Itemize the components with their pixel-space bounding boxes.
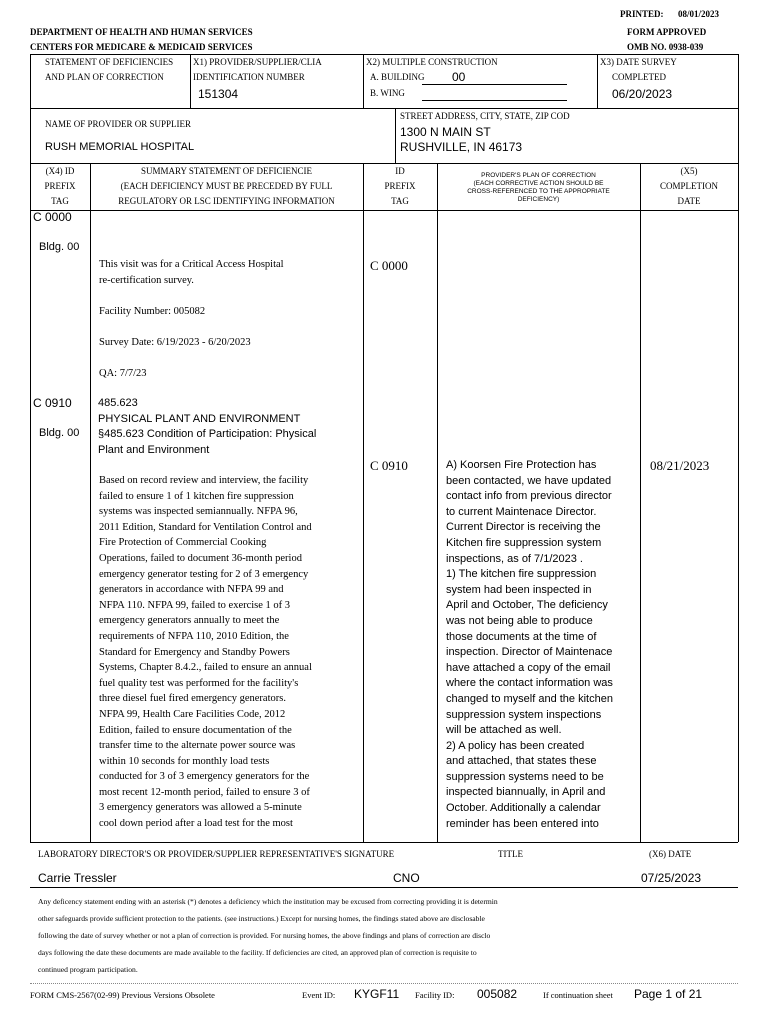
x6-date-label: (X6) DATE (649, 849, 692, 859)
correction-line: inspections, as of 7/1/2023 . (446, 552, 583, 565)
finding-line: requirements of NFPA 110, 2010 Edition, the (99, 630, 289, 642)
finding-line: Systems, Chapter 8.4.2., failed to ensure an annual (99, 662, 312, 674)
printed-label: PRINTED: (620, 9, 664, 19)
regulation-line: §485.623 Condition of Participation: Physical (98, 428, 317, 441)
correction-line: suppression system inspections (446, 708, 602, 721)
correction-line: changed to myself and the kitchen (446, 692, 613, 705)
completion-label: COMPLETION (660, 181, 718, 191)
correction-line: where the contact information was (446, 677, 613, 690)
finding-line: NFPA 99, Health Care Facilities Code, 2012 (99, 708, 286, 720)
survey-completed-date: 06/20/2023 (612, 87, 673, 101)
correction-line: April and October, The deficiency (446, 599, 608, 612)
plan-header-4: DEFICIENCY) (517, 196, 560, 203)
completion-date: 08/21/2023 (650, 458, 710, 473)
correction-line: system had been inspected in (446, 583, 592, 596)
survey-dates: Survey Date: 6/19/2023 - 6/20/2023 (99, 337, 251, 348)
finding-line: emergency generator testing for 2 of 3 emergency (99, 568, 309, 580)
building-value: 00 (452, 70, 466, 84)
finding-line: Edition, failed to ensure documentation of the (99, 724, 292, 736)
finding-line: most recent 12-month period, failed to ensure 3 of (99, 786, 310, 798)
plan-header-1: PROVIDER'S PLAN OF CORRECTION (481, 172, 596, 179)
building-label: A. BUILDING (370, 72, 425, 82)
finding-line: Fire Protection of Commercial Cooking (99, 537, 267, 549)
finding-paragraph (99, 473, 312, 832)
correction-line: Current Director is receiving the (446, 521, 601, 534)
right-tag-c0910: C 0910 (370, 458, 408, 473)
correction-plan (446, 458, 613, 832)
correction-line: inspected biannually, in April and (446, 786, 606, 799)
regulation-line: Plant and Environment (98, 443, 210, 456)
qa-date: QA: 7/7/23 (99, 368, 147, 379)
correction-line: those documents at the time of (446, 630, 597, 643)
regulation-line: PHYSICAL PLANT AND ENVIRONMENT (98, 412, 301, 425)
facility-number: Facility Number: 005082 (99, 306, 206, 317)
summary-header-1: SUMMARY STATEMENT OF DEFICIENCIE (140, 166, 313, 176)
prefix-tag-c0910: C 0910 (33, 396, 72, 410)
regulation-line: 485.623 (98, 397, 138, 409)
multiple-construction-label: X2) MULTIPLE CONSTRUCTION (366, 57, 498, 67)
title-label: TITLE (498, 849, 523, 859)
summary-header-2: (EACH DEFICIENCY MUST BE PRECEDED BY FULL (120, 181, 333, 191)
provider-clia-label: X1) PROVIDER/SUPPLIER/CLIA (193, 57, 322, 67)
plan-header-2: (EACH CORRECTIVE ACTION SHOULD BE (473, 180, 604, 187)
x4-tag-label: TAG (51, 196, 69, 206)
correction-line: A) Koorsen Fire Protection has (446, 459, 597, 471)
finding-line: Based on record review and interview, the facility (99, 475, 309, 486)
correction-line: have attached a copy of the email (446, 661, 611, 674)
signature-label: LABORATORY DIRECTOR'S OR PROVIDER/SUPPLIER REPRESENTATIVE'S SIGNATURE (38, 849, 395, 859)
correction-line: Kitchen fire suppression system (446, 536, 602, 549)
omb-number: OMB NO. 0938-039 (627, 42, 704, 52)
finding-line: 3 emergency generators was allowed a 5-minute (99, 802, 302, 814)
disclaimer-line: continued program participation. (38, 965, 138, 974)
finding-line: conducted for 3 of 3 emergency generators for the (99, 771, 310, 783)
signer-name: Carrie Tressler (38, 871, 117, 885)
provider-name-label: NAME OF PROVIDER OR SUPPLIER (45, 119, 192, 129)
building-tag-2: Bldg. 00 (39, 427, 80, 439)
form-approved: FORM APPROVED (627, 27, 707, 37)
disclaimer-line: Any deficency statement ending with an asterisk (*) denotes a deficiency which the institution may be excused from correcting providing it is determin (38, 897, 498, 906)
correction-line: inspection. Director of Maintenace (446, 646, 613, 659)
finding-line: generators in accordance with NFPA 99 and (99, 584, 284, 596)
x4-id-label: (X4) ID (45, 166, 75, 176)
id-label: ID (395, 166, 405, 176)
x4-prefix-label: PREFIX (44, 181, 76, 191)
finding-line: 2011 Edition, Standard for Ventilation Control and (99, 521, 312, 533)
facility-id: 005082 (477, 987, 518, 1001)
plan-header-3: CROSS-REFERENCED TO THE APPROPRIATE (467, 188, 610, 195)
summary-header-3: REGULATORY OR LSC IDENTIFYING INFORMATION (118, 196, 335, 206)
event-id: KYGF11 (354, 987, 400, 1001)
disclaimer-line: other safeguards provide sufficient protection to the patients. (see instructions.) Except for nursing homes, the findings stated above are disclosable (38, 914, 485, 923)
finding-line: Standard for Emergency and Standby Powers (99, 646, 290, 658)
provider-name: RUSH MEMORIAL HOSPITAL (45, 141, 195, 153)
building-tag-1: Bldg. 00 (39, 241, 80, 253)
continuation-label: If continuation sheet (543, 990, 613, 1000)
facility-id-label: Facility ID: (415, 990, 455, 1000)
street-address: 1300 N MAIN ST (400, 125, 491, 139)
correction-line: suppression systems need to be (446, 770, 604, 783)
finding-line: cool down period after a load test for the most (99, 818, 293, 830)
correction-line: been contacted, we have updated (446, 474, 612, 487)
signer-title: CNO (393, 871, 420, 885)
wing-label: B. WING (370, 88, 405, 98)
finding-line: systems was inspected semiannually. NFPA 96, (99, 506, 298, 518)
identification-number-label: IDENTIFICATION NUMBER (193, 72, 305, 82)
street-address-label: STREET ADDRESS, CITY, STATE, ZIP COD (400, 111, 570, 121)
correction-line: October. Additionally a calendar (446, 802, 601, 815)
disclaimer-line: days following the date these documents are made available to the facility. If deficiencies are cited, an approved plan of correction is requisite to (38, 948, 477, 957)
date-survey-label: X3) DATE SURVEY (600, 57, 677, 67)
finding-line: fuel quality test was performed for the facility's (99, 677, 299, 689)
intro-paragraph (99, 257, 284, 288)
disclaimer (38, 893, 498, 978)
signature-date: 07/25/2023 (641, 871, 702, 885)
department-title: DEPARTMENT OF HEALTH AND HUMAN SERVICES (30, 27, 253, 37)
correction-line: to current Maintenace Director. (446, 505, 597, 518)
x5-label: (X5) (680, 166, 698, 176)
printed-date: 08/01/2023 (678, 9, 720, 19)
id-prefix-label: PREFIX (384, 181, 416, 191)
correction-line: will be attached as well. (446, 724, 562, 737)
centers-title: CENTERS FOR MEDICARE & MEDICAID SERVICES (30, 42, 253, 52)
city-state-zip: RUSHVILLE, IN 46173 (400, 140, 523, 154)
intro-line: This visit was for a Critical Access Hospital (99, 259, 284, 270)
statement-label-2: AND PLAN OF CORRECTION (45, 72, 164, 82)
finding-line: NFPA 110. NFPA 99, failed to exercise 1 of 3 (99, 599, 291, 611)
finding-line: within 10 seconds for monthly load tests (99, 755, 270, 767)
finding-line: emergency generators annually to meet the (99, 615, 280, 627)
regulation-heading (98, 396, 316, 458)
finding-line: failed to ensure 1 of 1 kitchen fire suppression (99, 490, 294, 502)
correction-line: reminder has been entered into (446, 817, 599, 830)
correction-line: and attached, that states these (446, 755, 597, 768)
correction-line: 2) A policy has been created (446, 739, 585, 752)
prefix-tag-c0000: C 0000 (33, 210, 72, 224)
event-id-label: Event ID: (302, 990, 336, 1000)
right-tag-c0000: C 0000 (370, 258, 408, 273)
finding-line: Operations, failed to document 36-month period (99, 552, 302, 564)
correction-line: 1) The kitchen fire suppression (446, 568, 597, 581)
disclaimer-line: following the date of survey whether or not a plan of correction is provided. For nursing homes, the above findings and plans of correction are disclo (38, 931, 491, 940)
completed-label: COMPLETED (612, 72, 666, 82)
intro-line: re-certification survey. (99, 274, 194, 286)
identification-number: 151304 (198, 87, 239, 101)
page-number: Page 1 of 21 (634, 987, 703, 1001)
correction-line: was not being able to produce (446, 614, 593, 627)
date-label: DATE (677, 196, 701, 206)
form-number: FORM CMS-2567(02-99) Previous Versions Obsolete (30, 990, 215, 1000)
correction-line: contact info from previous director (446, 490, 612, 503)
id-tag-label: TAG (391, 196, 409, 206)
finding-line: transfer time to the alternate power source was (99, 740, 296, 752)
finding-line: three diesel fuel fired emergency generators. (99, 693, 286, 705)
statement-label-1: STATEMENT OF DEFICIENCIES (45, 57, 174, 67)
